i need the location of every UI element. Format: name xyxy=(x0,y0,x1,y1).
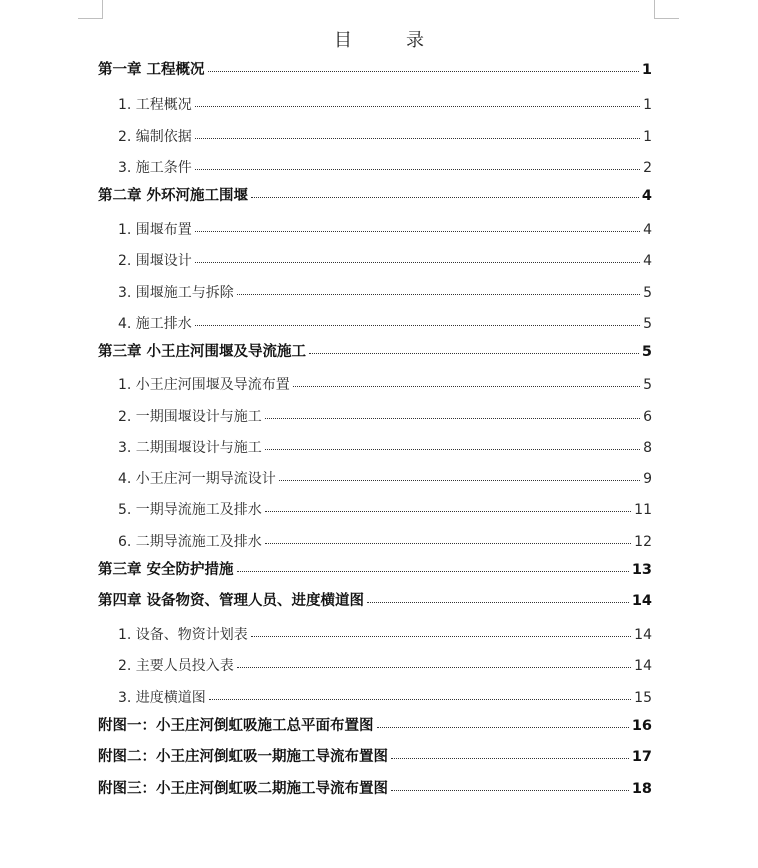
toc-entry-label: 4. 施工排水 xyxy=(118,316,192,332)
toc-section-entry[interactable] xyxy=(118,282,652,302)
toc-entry-label: 第一章 工程概况 xyxy=(98,62,205,78)
toc-page-number: 11 xyxy=(634,502,652,518)
toc-page-number: 6 xyxy=(643,409,652,425)
toc-dot-leader xyxy=(265,418,640,419)
toc-dot-leader xyxy=(237,571,629,572)
toc-section-entry[interactable] xyxy=(118,655,652,675)
toc-section-entry[interactable] xyxy=(118,313,652,333)
toc-page-number: 5 xyxy=(643,316,652,332)
toc-entry-label: 6. 二期导流施工及排水 xyxy=(118,534,262,550)
toc-chapter-entry[interactable] xyxy=(98,777,652,798)
toc-entry-label: 1. 围堰布置 xyxy=(118,222,192,238)
toc-page-number: 14 xyxy=(631,593,652,609)
toc-dot-leader xyxy=(237,667,631,668)
toc-entry-label: 1. 工程概况 xyxy=(118,97,192,113)
toc-chapter-entry[interactable] xyxy=(98,58,652,79)
toc-dot-leader xyxy=(279,480,640,481)
toc-entry-label: 3. 二期围堰设计与施工 xyxy=(118,440,262,456)
toc-section-entry[interactable] xyxy=(118,406,652,426)
toc-page-number: 14 xyxy=(634,627,652,643)
toc-entry-label: 第四章 设备物资、管理人员、进度横道图 xyxy=(98,593,365,609)
toc-dot-leader xyxy=(309,353,639,354)
toc-entry-label: 附图二：小王庄河倒虹吸一期施工导流布置图 xyxy=(98,749,388,765)
toc-dot-leader xyxy=(237,294,640,295)
toc-page-number: 18 xyxy=(631,781,652,797)
toc-page-number: 4 xyxy=(641,188,652,204)
toc-chapter-entry[interactable] xyxy=(98,745,652,766)
toc-section-entry[interactable] xyxy=(118,250,652,270)
toc-dot-leader xyxy=(195,138,640,139)
toc-entry-label: 2. 主要人员投入表 xyxy=(118,658,234,674)
toc-dot-leader xyxy=(195,262,640,263)
toc-dot-leader xyxy=(195,325,640,326)
toc-section-entry[interactable] xyxy=(118,374,652,394)
toc-page-number: 1 xyxy=(641,62,652,78)
toc-entry-label: 第二章 外环河施工围堰 xyxy=(98,188,249,204)
toc-entry-label: 3. 施工条件 xyxy=(118,160,192,176)
toc-dot-leader xyxy=(209,699,631,700)
toc-section-entry[interactable] xyxy=(118,437,652,457)
toc-page-number: 1 xyxy=(643,97,652,113)
toc-chapter-entry[interactable] xyxy=(98,558,652,579)
toc-page-number: 4 xyxy=(643,222,652,238)
toc-dot-leader xyxy=(265,449,640,450)
toc-entry-label: 4. 小王庄河一期导流设计 xyxy=(118,471,276,487)
toc-page-number: 16 xyxy=(631,718,652,734)
toc-entry-label: 第三章 安全防护措施 xyxy=(98,562,234,578)
toc-chapter-entry[interactable] xyxy=(98,184,652,205)
toc-page-number: 9 xyxy=(643,471,652,487)
toc-section-entry[interactable] xyxy=(118,157,652,177)
toc-entry-label: 第三章 小王庄河围堰及导流施工 xyxy=(98,344,307,360)
toc-dot-leader xyxy=(391,758,629,759)
toc-dot-leader xyxy=(391,790,629,791)
toc-page-number: 15 xyxy=(634,690,652,706)
toc-section-entry[interactable] xyxy=(118,219,652,239)
toc-entry-label: 3. 围堰施工与拆除 xyxy=(118,285,234,301)
toc-dot-leader xyxy=(265,543,631,544)
toc-dot-leader xyxy=(293,386,640,387)
toc-dot-leader xyxy=(377,727,629,728)
toc-page-number: 17 xyxy=(631,749,652,765)
page-title: 目 录 xyxy=(334,30,442,51)
toc-page-number: 5 xyxy=(641,344,652,360)
toc-section-entry[interactable] xyxy=(118,499,652,519)
toc-page-number: 5 xyxy=(643,377,652,393)
toc-page-number: 5 xyxy=(643,285,652,301)
toc-page-number: 4 xyxy=(643,253,652,269)
toc-entry-label: 1. 设备、物资计划表 xyxy=(118,627,248,643)
toc-dot-leader xyxy=(265,511,631,512)
toc-dot-leader xyxy=(251,197,639,198)
toc-dot-leader xyxy=(195,231,640,232)
toc-entry-label: 2. 围堰设计 xyxy=(118,253,192,269)
toc-chapter-entry[interactable] xyxy=(98,589,652,610)
toc-entry-label: 2. 一期围堰设计与施工 xyxy=(118,409,262,425)
toc-page-number: 8 xyxy=(643,440,652,456)
toc-section-entry[interactable] xyxy=(118,687,652,707)
toc-dot-leader xyxy=(208,71,639,72)
toc-dot-leader xyxy=(195,169,640,170)
toc-entry-label: 附图一：小王庄河倒虹吸施工总平面布置图 xyxy=(98,718,374,734)
toc-page-number: 1 xyxy=(643,129,652,145)
toc-page-number: 2 xyxy=(643,160,652,176)
toc-entry-label: 1. 小王庄河围堰及导流布置 xyxy=(118,377,290,393)
toc-section-entry[interactable] xyxy=(118,468,652,488)
toc-chapter-entry[interactable] xyxy=(98,340,652,361)
toc-section-entry[interactable] xyxy=(118,126,652,146)
toc-page-number: 13 xyxy=(631,562,652,578)
toc-entry-label: 2. 编制依据 xyxy=(118,129,192,145)
toc-entry-label: 5. 一期导流施工及排水 xyxy=(118,502,262,518)
toc-section-entry[interactable] xyxy=(118,94,652,114)
toc-dot-leader xyxy=(195,106,640,107)
toc-chapter-entry[interactable] xyxy=(98,714,652,735)
toc-page-number: 12 xyxy=(634,534,652,550)
toc-section-entry[interactable] xyxy=(118,531,652,551)
toc-entry-label: 附图三：小王庄河倒虹吸二期施工导流布置图 xyxy=(98,781,388,797)
toc-section-entry[interactable] xyxy=(118,624,652,644)
toc-dot-leader xyxy=(251,636,631,637)
toc-page-number: 14 xyxy=(634,658,652,674)
toc-dot-leader xyxy=(367,602,629,603)
toc-entry-label: 3. 进度横道图 xyxy=(118,690,206,706)
